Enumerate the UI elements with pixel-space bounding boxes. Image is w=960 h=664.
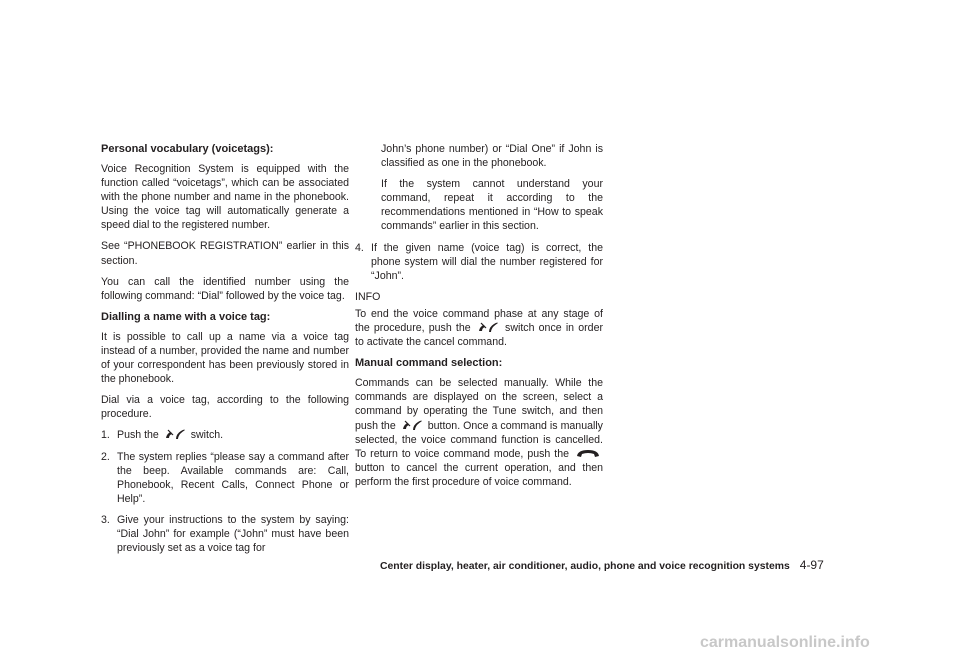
- steering-voice-switch-icon: [401, 419, 423, 431]
- paragraph-see-phonebook: See “PHONEBOOK REGISTRATION” earlier in this section.: [101, 240, 349, 267]
- left-column: [101, 142, 349, 562]
- step-1: [101, 428, 349, 442]
- step-3-continued-repeat: If the system cannot understand your command, repeat it according to the recommendations mentioned in “How to speak commands” earlier in this section.: [381, 178, 603, 233]
- heading-dialling: Dialling a name with a voice tag:: [101, 310, 271, 323]
- heading-manual-command: Manual command selection:: [355, 357, 503, 370]
- steering-voice-switch-icon: [477, 321, 499, 333]
- steering-voice-switch-icon: [164, 428, 186, 440]
- step-text: The system replies “please say a command after the beep. Available commands are: Call, Phonebook, Recent Calls, Connect Phone or Help”.: [117, 450, 349, 505]
- step-3: [101, 513, 349, 555]
- step-number: 1.: [101, 429, 110, 442]
- paragraph-part: switch once in order to activate the cancel command.: [355, 322, 603, 349]
- page-footer: [380, 558, 860, 572]
- paragraph-part: Commands can be selected manually. While the commands are displayed on the screen, select a command by operating the Tune switch, and then push the: [355, 377, 603, 432]
- step-text: Give your instructions to the system by saying: “Dial John” for example (“John” must have been previously set as a voice tag for: [117, 513, 349, 555]
- paragraph-voicetags: Voice Recognition System is equipped with the function called “voicetags”, which can be associated with the phone number and name in the phonebook. Using the voice tag will automatically generate a speed dial to the registered number.: [101, 163, 349, 232]
- paragraph-info: [355, 307, 603, 349]
- paragraph-procedure: Dial via a voice tag, according to the following procedure.: [101, 394, 349, 421]
- watermark: carmanualsonline.info: [700, 634, 870, 651]
- page-number: 4-97: [799, 558, 824, 572]
- paragraph-dial-command: You can call the identified number using the following command: “Dial” followed by the voice tag.: [101, 275, 349, 302]
- step-text: [117, 428, 349, 442]
- paragraph-part: button to cancel the current operation, and then perform the first procedure of voice command.: [355, 461, 603, 488]
- step-text: If the given name (voice tag) is correct, the phone system will dial the number registered for “John”.: [371, 241, 603, 282]
- step-number: 4.: [355, 241, 364, 254]
- step-number: 2.: [101, 450, 110, 463]
- heading-personal-vocabulary: Personal vocabulary (voicetags):: [101, 143, 274, 155]
- phone-hangup-icon: [575, 447, 601, 459]
- paragraph-voice-tag-call: It is possible to call up a name via a voice tag instead of a number, provided the name and number of your correspondent has been previously stored in the phonebook.: [101, 330, 349, 386]
- paragraph-part: To end the voice command phase at any stage of the procedure, push the: [355, 307, 603, 335]
- step-number: 3.: [101, 513, 110, 526]
- step-text-part: switch.: [190, 429, 224, 442]
- footer-section-title: Center display, heater, air conditioner, audio, phone and voice recognition systems: [380, 561, 790, 572]
- step-4: [355, 241, 603, 283]
- step-3-continued: John’s phone number) or “Dial One” if John is classified as one in the phonebook.: [381, 143, 603, 170]
- right-column: [355, 142, 603, 496]
- step-text-part: Push the: [117, 429, 159, 442]
- info-label: INFO: [355, 290, 381, 303]
- step-2: [101, 450, 349, 506]
- paragraph-part: button. Once a command is manually selected, the voice command function is cancelled. To return to voice command mode, push the: [355, 419, 603, 460]
- paragraph-manual: [355, 376, 603, 489]
